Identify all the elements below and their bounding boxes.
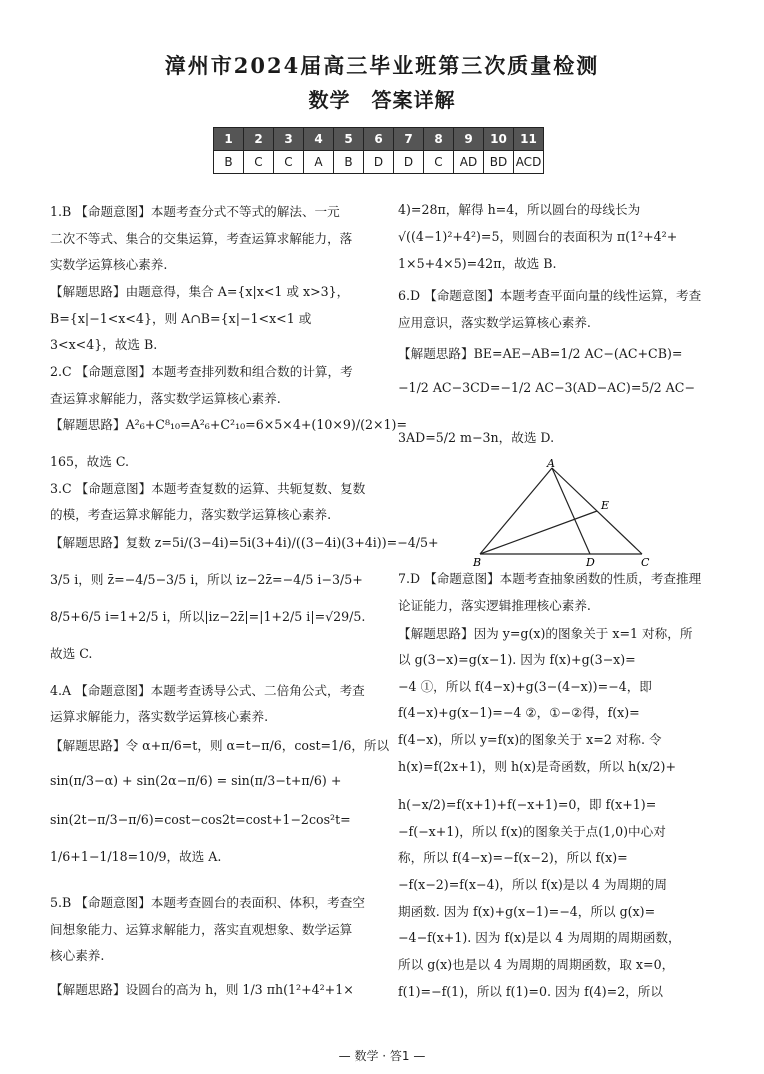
answer-cell: D: [364, 151, 394, 174]
answer-cell: ACD: [514, 151, 544, 174]
text-line: 应用意识，落实数学运算核心素养.: [398, 315, 591, 330]
text-line: √((4−1)²+4²)=5，则圆台的表面积为 π(1²+4²+: [398, 229, 678, 244]
question-number-cell: 8: [424, 128, 454, 151]
text-line: B={x|−1<x<4}，则 A∩B={x|−1<x<1 或: [50, 311, 312, 326]
answer-cell: BD: [484, 151, 514, 174]
text-line: 4.A 【命题意图】本题考查诱导公式、二倍角公式，考查: [50, 683, 365, 698]
text-line: 称，所以 f(4−x)=−f(x−2)，所以 f(x)=: [398, 850, 628, 865]
page-title: 漳州市2024届高三毕业班第三次质量检测: [164, 53, 600, 78]
question-number-cell: 4: [304, 128, 334, 151]
answer-cell: D: [394, 151, 424, 174]
question-number-cell: 2: [244, 128, 274, 151]
text-line: 7.D 【命题意图】本题考查抽象函数的性质，考查推理: [398, 571, 702, 586]
text-line: 1.B 【命题意图】本题考查分式不等式的解法、一元: [50, 204, 340, 219]
text-line: −4 ①，所以 f(4−x)+g(3−(4−x))=−4，即: [398, 679, 652, 694]
triangle-figure: [470, 458, 680, 570]
text-line: 的模，考查运算求解能力，落实数学运算核心素养.: [50, 507, 332, 522]
answer-cell: B: [334, 151, 364, 174]
text-line: 二次不等式、集合的交集运算，考查运算求解能力，落: [50, 231, 353, 246]
text-line: sin(π/3−α) + sin(2α−π/6) = sin(π/3−t+π/6) +: [50, 773, 342, 788]
text-line: f(4−x)+g(x−1)=−4 ②，①−②得，f(x)=: [398, 705, 640, 720]
text-line: 8/5+6/5 i=1+2/5 i，所以|iz−2z̄|=|1+2/5 i|=√29/5.: [50, 609, 366, 624]
answer-cell: C: [244, 151, 274, 174]
label-e: E: [601, 499, 610, 512]
text-line: 【解题思路】设圆台的高为 h，则 1/3 πh(1²+4²+1×: [50, 982, 354, 997]
page-subtitle: 数学 答案详解: [308, 88, 456, 112]
text-line: −f(x−2)=f(x−4)，所以 f(x)是以 4 为周期的周: [398, 877, 667, 892]
text-line: 运算求解能力，落实数学运算核心素养.: [50, 709, 269, 724]
answer-cell: C: [274, 151, 304, 174]
question-number-cell: 5: [334, 128, 364, 151]
question-number-cell: 11: [514, 128, 544, 151]
text-line: 所以 g(x)也是以 4 为周期的周期函数，取 x=0，: [398, 957, 675, 972]
segment-ad: [552, 468, 590, 554]
text-line: 4)=28π，解得 h=4，所以圆台的母线长为: [398, 202, 641, 217]
label-a: A: [547, 458, 555, 470]
page-footer: — 数学 · 答1 —: [338, 1049, 426, 1063]
label-c: C: [641, 556, 650, 569]
answer-cell: AD: [454, 151, 484, 174]
text-line: 3.C 【命题意图】本题考查复数的运算、共轭复数、复数: [50, 481, 366, 496]
answer-cell: B: [214, 151, 244, 174]
text-line: 1/6+1−1/18=10/9，故选 A.: [50, 849, 222, 864]
text-line: f(1)=−f(1)，所以 f(1)=0. 因为 f(4)=2，所以: [398, 984, 663, 999]
text-line: 论证能力，落实逻辑推理核心素养.: [398, 598, 591, 613]
text-line: 6.D 【命题意图】本题考查平面向量的线性运算，考查: [398, 288, 702, 303]
answer-cell: A: [304, 151, 334, 174]
text-line: 查运算求解能力，落实数学运算核心素养.: [50, 391, 281, 406]
text-line: 故选 C.: [50, 646, 93, 661]
answer-table-number-row: [214, 128, 544, 151]
text-line: f(4−x)，所以 y=f(x)的图象关于 x=2 对称. 令: [398, 732, 662, 747]
question-number-cell: 6: [364, 128, 394, 151]
question-number-cell: 10: [484, 128, 514, 151]
text-line: 【解题思路】由题意得，集合 A={x|x<1 或 x>3}，: [50, 284, 350, 299]
text-line: 以 g(3−x)=g(x−1). 因为 f(x)+g(3−x)=: [398, 652, 636, 667]
text-line: 【解题思路】因为 y=g(x)的图象关于 x=1 对称，所: [398, 626, 693, 641]
question-number-cell: 1: [214, 128, 244, 151]
text-line: 实数学运算核心素养.: [50, 257, 168, 272]
label-b: B: [473, 556, 482, 569]
question-number-cell: 7: [394, 128, 424, 151]
text-line: 3<x<4}，故选 B.: [50, 337, 158, 352]
text-line: 期函数. 因为 f(x)+g(x−1)=−4，所以 g(x)=: [398, 904, 656, 919]
text-line: 5.B 【命题意图】本题考查圆台的表面积、体积，考查空: [50, 895, 365, 910]
question-number-cell: 9: [454, 128, 484, 151]
text-line: −f(−x+1)，所以 f(x)的图象关于点(1,0)中心对: [398, 824, 666, 839]
text-line: 核心素养.: [50, 948, 105, 963]
text-line: h(−x/2)=f(x+1)+f(−x+1)=0，即 f(x+1)=: [398, 797, 657, 812]
label-d: D: [586, 556, 595, 569]
text-line: sin(2t−π/3−π/6)=cost−cos2t=cost+1−2cos²t=: [50, 812, 351, 827]
answer-cell: C: [424, 151, 454, 174]
text-line: 1×5+4×5)=42π，故选 B.: [398, 256, 557, 271]
answer-table: [213, 127, 544, 174]
text-line: 3AD=5/2 m−3n，故选 D.: [398, 430, 555, 445]
text-line: h(x)=f(2x+1)，则 h(x)是奇函数，所以 h(x/2)+: [398, 759, 676, 774]
text-line: 3/5 i，则 z̄=−4/5−3/5 i，所以 iz−2z̄=−4/5 i−3/5+: [50, 572, 363, 587]
text-line: 165，故选 C.: [50, 454, 130, 469]
text-line: 间想象能力、运算求解能力，落实直观想象、数学运算: [50, 922, 353, 937]
text-line: 2.C 【命题意图】本题考查排列数和组合数的计算，考: [50, 364, 353, 379]
question-number-cell: 3: [274, 128, 304, 151]
answer-table-answer-row: [214, 151, 544, 174]
text-line: 【解题思路】A²₆+C⁸₁₀=A²₆+C²₁₀=6×5×4+(10×9)/(2×1)=: [50, 417, 408, 432]
text-line: −1/2 AC−3CD=−1/2 AC−3(AD−AC)=5/2 AC−: [398, 380, 695, 395]
text-line: 【解题思路】复数 z=5i/(3−4i)=5i(3+4i)/((3−4i)(3+4i))=−4/5+: [50, 535, 439, 550]
text-line: −4−f(x+1). 因为 f(x)是以 4 为周期的周期函数，: [398, 930, 681, 945]
text-line: 【解题思路】BE=AE−AB=1/2 AC−(AC+CB)=: [398, 346, 683, 361]
text-line: 【解题思路】令 α+π/6=t，则 α=t−π/6，cost=1/6，所以: [50, 738, 390, 753]
